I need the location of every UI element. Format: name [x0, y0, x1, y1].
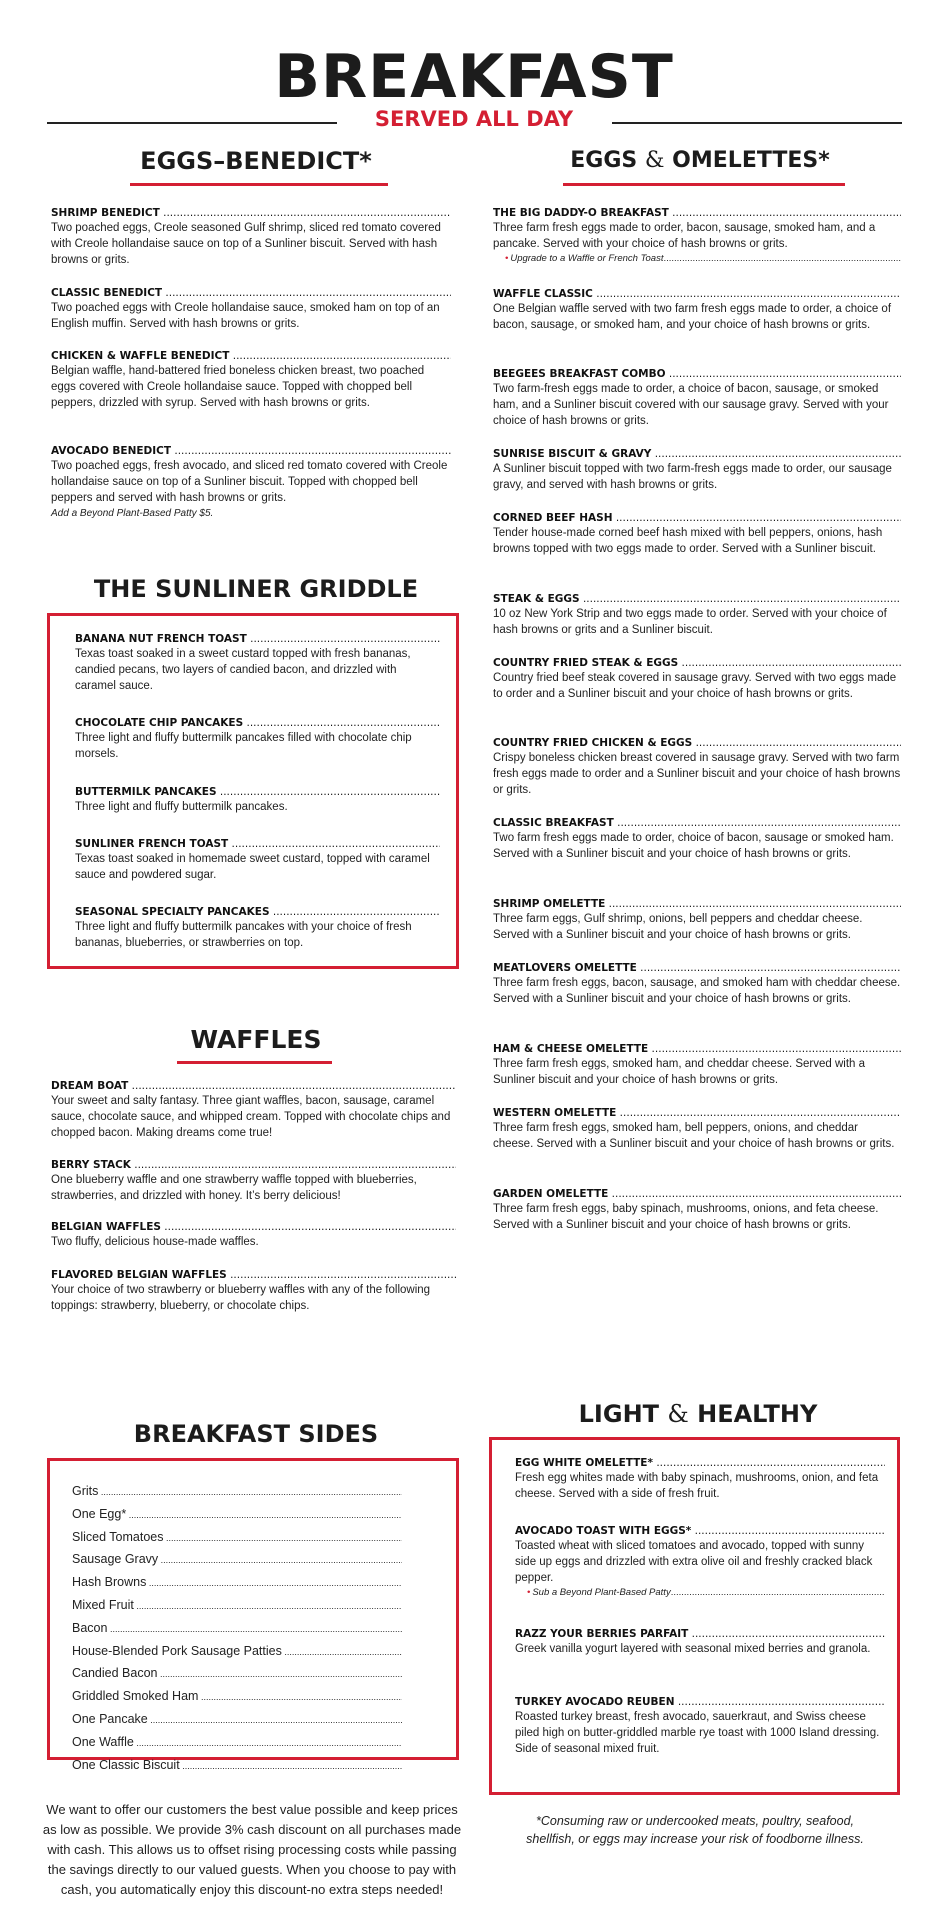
side-item: One Waffle ..... [72, 1731, 402, 1754]
item-description: Greek vanilla yogurt layered with seasonal mixed berries and granola. [515, 1643, 871, 1655]
menu-item-buttermilk-pancakes [75, 785, 440, 815]
item-description: Two poached eggs, Creole seasoned Gulf shrimp, sliced red tomato covered with Creole hollandaise sauce on top of a Sunliner biscuit. Served with hash browns or grits. [51, 222, 441, 266]
item-name: CLASSIC BREAKFAST ..... [493, 816, 901, 830]
side-item: One Egg* ..... [72, 1503, 402, 1526]
menu-item-dream-boat [51, 1079, 456, 1141]
omelettes-title-amp: & [644, 148, 665, 173]
item-description: 10 oz New York Strip and two eggs made to order. Served with your choice of hash browns or grits and a Sunliner biscuit. [493, 608, 887, 636]
item-name: SUNRISE BISCUIT & GRAVY ..... [493, 447, 901, 461]
item-description: Texas toast soaked in a sweet custard topped with fresh bananas, candied pecans, two layers of candied bacon, and drizzled with caramel sauce. [75, 648, 411, 692]
item-name: FLAVORED BELGIAN WAFFLES ..... [51, 1268, 456, 1282]
menu-item-big-daddy-o-breakfast [493, 206, 901, 266]
menu-title: BREAKFAST [274, 42, 674, 112]
menu-item-chicken-waffle-benedict [51, 349, 451, 411]
waffles-title: WAFFLES [190, 1025, 322, 1054]
item-description: Three farm fresh eggs, baby spinach, mushrooms, onions, and feta cheese. Served with a Sunliner biscuit and your choice of hash browns or grits. [493, 1203, 879, 1231]
food-safety-disclaimer: *Consuming raw or undercooked meats, poultry, seafood, shellfish, or eggs may increase your risk of foodborne illness. [526, 1814, 864, 1846]
menu-item-egg-white-omelette [515, 1456, 885, 1502]
item-description: Three farm fresh eggs, smoked ham, bell peppers, onions, and cheddar cheese. Served with a Sunliner biscuit and your choice of hash browns or grits. [493, 1122, 895, 1150]
item-name: CHOCOLATE CHIP PANCAKES ..... [75, 716, 440, 730]
item-description: Three farm eggs, Gulf shrimp, onions, bell peppers and cheddar cheese. Served with a Sunliner biscuit and your choice of hash browns or grits. [493, 913, 863, 941]
item-description: Roasted turkey breast, fresh avocado, sauerkraut, and Swiss cheese piled high on butter-griddled marble rye toast with 1000 Island dressing. Side of seasonal mixed fruit. [515, 1711, 880, 1755]
menu-item-beegees-breakfast-combo [493, 367, 901, 429]
side-item: Hash Browns ..... [72, 1571, 402, 1594]
item-name: SHRIMP OMELETTE ..... [493, 897, 901, 911]
item-name: AVOCADO BENEDICT ..... [51, 444, 451, 458]
item-name: HAM & CHEESE OMELETTE ..... [493, 1042, 901, 1056]
item-description: Three light and fluffy buttermilk pancakes with your choice of fresh bananas, blueberries, or strawberries on top. [75, 921, 412, 949]
griddle-title: THE SUNLINER GRIDDLE [93, 575, 419, 603]
item-description: Toasted wheat with sliced tomatoes and avocado, topped with sunny side up eggs and drizzled with extra olive oil and freshly cracked black pepper. [515, 1540, 873, 1584]
item-description: Fresh egg whites made with baby spinach, mushrooms, onion, and feta cheese. Served with a side of fresh fruit. [515, 1472, 879, 1500]
item-name: GARDEN OMELETTE ..... [493, 1187, 901, 1201]
menu-item-waffle-classic [493, 287, 901, 333]
item-description: Two farm-fresh eggs made to order, a choice of bacon, sausage, or smoked ham, and a Sunliner biscuit covered with our sausage gravy. Served with your choice of hash browns or grits. [493, 383, 889, 427]
item-description: Three light and fluffy buttermilk pancakes filled with chocolate chip morsels. [75, 732, 412, 760]
light-healthy-title-left: LIGHT [578, 1400, 660, 1428]
light-healthy-title-right: HEALTHY [697, 1400, 818, 1428]
menu-item-berry-stack [51, 1158, 456, 1204]
menu-item-belgian-waffles [51, 1220, 456, 1250]
menu-item-shrimp-omelette [493, 897, 901, 943]
item-name: BEEGEES BREAKFAST COMBO ..... [493, 367, 901, 381]
cash-discount-note: We want to offer our customers the best value possible and keep prices as low as possible. We provide 3% cash discount on all purchases made with cash. This allows us to offset rising processing costs while passing the savings directly to our valued guests. When you choose to pay with cash, you automatically enjoy this discount-no extra steps needed! [42, 1802, 462, 1897]
menu-item-flavored-belgian-waffles [51, 1268, 456, 1314]
item-name: DREAM BOAT ..... [51, 1079, 456, 1093]
menu-item-turkey-avocado-reuben [515, 1695, 885, 1757]
item-description: A Sunliner biscuit topped with two farm-fresh eggs made to order, our sausage gravy, and served with hash browns or grits. [493, 463, 892, 491]
side-item: Candied Bacon ..... [72, 1662, 402, 1685]
menu-item-sunrise-biscuit-gravy [493, 447, 901, 493]
menu-item-sunliner-french-toast [75, 837, 440, 883]
side-item: One Classic Biscuit ..... [72, 1754, 402, 1777]
menu-item-avocado-toast-with-eggs [515, 1524, 885, 1600]
side-item: Mixed Fruit ..... [72, 1594, 402, 1617]
item-name: COUNTRY FRIED CHICKEN & EGGS ..... [493, 736, 901, 750]
item-upgrade-note: • Upgrade to a Waffle or French Toast ..... [493, 252, 901, 266]
item-sub-note: • Sub a Beyond Plant-Based Patty ..... [515, 1586, 885, 1600]
item-name: AVOCADO TOAST WITH EGGS* ..... [515, 1524, 885, 1538]
item-name: SHRIMP BENEDICT ..... [51, 206, 451, 220]
item-name: BANANA NUT FRENCH TOAST ..... [75, 632, 440, 646]
item-name: WESTERN OMELETTE ..... [493, 1106, 901, 1120]
menu-item-ham-cheese-omelette [493, 1042, 901, 1088]
item-name: SUNLINER FRENCH TOAST ..... [75, 837, 440, 851]
menu-item-steak-eggs [493, 592, 901, 638]
item-description: Your choice of two strawberry or blueberry waffles with any of the following toppings: strawberry, blueberry, or chocolate chips. [51, 1284, 431, 1312]
side-item: Bacon ..... [72, 1617, 402, 1640]
item-description: Two poached eggs, fresh avocado, and sliced red tomato covered with Creole hollandaise sauce on top of a Sunliner biscuit. Topped with chopped bell peppers and served with hash browns or grits. [51, 460, 448, 504]
eggs-benedict-title: EGGS–BENEDICT* [140, 147, 372, 175]
menu-subtitle: SERVED ALL DAY [374, 107, 574, 131]
sides-title: BREAKFAST SIDES [133, 1420, 379, 1448]
item-description: Three farm fresh eggs, smoked ham, and cheddar cheese. Served with a Sunliner biscuit and your choice of hash browns or grits. [493, 1058, 866, 1086]
item-description: Three farm fresh eggs, bacon, sausage, and smoked ham with cheddar cheese. Served with a Sunliner biscuit and your choice of hash browns or grits. [493, 977, 901, 1005]
item-description: Three farm fresh eggs made to order, bacon, sausage, smoked ham, and a pancake. Served with your choice of hash browns or grits. [493, 222, 876, 250]
item-name: THE BIG DADDY-O BREAKFAST ..... [493, 206, 901, 220]
item-name: EGG WHITE OMELETTE* ..... [515, 1456, 885, 1470]
omelettes-title-left: EGGS [570, 148, 638, 173]
menu-item-garden-omelette [493, 1187, 901, 1233]
item-description: Texas toast soaked in homemade sweet custard, topped with caramel sauce and powdered sugar. [75, 853, 430, 881]
side-item: Sliced Tomatoes ..... [72, 1526, 402, 1549]
item-name: STEAK & EGGS ..... [493, 592, 901, 606]
item-name: BUTTERMILK PANCAKES ..... [75, 785, 440, 799]
menu-item-razz-your-berries-parfait [515, 1627, 885, 1657]
menu-item-banana-nut-french-toast [75, 632, 440, 694]
item-name: CORNED BEEF HASH ..... [493, 511, 901, 525]
light-healthy-title-amp: & [667, 1400, 689, 1428]
waffles-underline [177, 1061, 332, 1064]
menu-item-seasonal-specialty-pancakes [75, 905, 440, 951]
side-item: Sausage Gravy ..... [72, 1548, 402, 1571]
item-name: BERRY STACK ..... [51, 1158, 456, 1172]
light-healthy-title [488, 1398, 908, 1430]
item-name: WAFFLE CLASSIC ..... [493, 287, 901, 301]
side-item: House-Blended Pork Sausage Patties ..... [72, 1640, 402, 1663]
menu-item-avocado-benedict [51, 444, 451, 521]
menu-item-western-omelette [493, 1106, 901, 1152]
item-name: BELGIAN WAFFLES ..... [51, 1220, 456, 1234]
menu-item-meatlovers-omelette [493, 961, 901, 1007]
item-description: Crispy boneless chicken breast covered in sausage gravy. Served with two farm fresh eggs made to order and a Sunliner biscuit and your choice of hash browns or grits. [493, 752, 901, 796]
item-description: Belgian waffle, hand-battered fried boneless chicken breast, two poached eggs covered with Creole hollandaise sauce. Topped with chopped bell peppers, drizzled with syrup. Served with hash browns or grits. [51, 365, 425, 409]
item-description: Three light and fluffy buttermilk pancakes. [75, 801, 288, 813]
item-name: TURKEY AVOCADO REUBEN ..... [515, 1695, 885, 1709]
menu-item-classic-breakfast [493, 816, 901, 862]
item-description: Two poached eggs with Creole hollandaise sauce, smoked ham on top of an English muffin. Served with hash browns or grits. [51, 302, 440, 330]
menu-item-corned-beef-hash [493, 511, 901, 557]
item-description: Two fluffy, delicious house-made waffles. [51, 1236, 259, 1248]
omelettes-title-right: OMELETTES* [672, 148, 830, 173]
eggs-benedict-underline [130, 183, 388, 186]
menu-item-shrimp-benedict [51, 206, 451, 268]
item-name: CLASSIC BENEDICT ..... [51, 286, 451, 300]
item-description: One blueberry waffle and one strawberry waffle topped with blueberries, strawberries, and drizzled with honey. It’s berry delicious! [51, 1174, 417, 1202]
menu-item-chocolate-chip-pancakes [75, 716, 440, 762]
item-description: Country fried beef steak covered in sausage gravy. Served with two eggs made to order and a Sunliner biscuit and your choice of hash browns or grits. [493, 672, 897, 700]
item-name: COUNTRY FRIED STEAK & EGGS ..... [493, 656, 901, 670]
omelettes-title [490, 146, 910, 176]
item-name: SEASONAL SPECIALTY PANCAKES ..... [75, 905, 440, 919]
item-description: Two farm fresh eggs made to order, choice of bacon, sausage or smoked ham. Served with a Sunliner biscuit and your choice of hash browns or grits. [493, 832, 894, 860]
item-name: MEATLOVERS OMELETTE ..... [493, 961, 901, 975]
side-item: One Pancake ..... [72, 1708, 402, 1731]
item-description: Your sweet and salty fantasy. Three giant waffles, bacon, sausage, caramel sauce, chocolate sauce, and whipped cream. Topped with chocolate chips and chopped bacon. Making dreams come true! [51, 1095, 451, 1139]
side-item: Griddled Smoked Ham ..... [72, 1685, 402, 1708]
side-item: Grits ..... [72, 1480, 402, 1503]
menu-item-classic-benedict [51, 286, 451, 332]
item-description: One Belgian waffle served with two farm fresh eggs made to order, a choice of bacon, sausage, or smoked ham, and your choice of hash browns or grits. [493, 303, 892, 331]
item-description: Tender house-made corned beef hash mixed with bell peppers, onions, hash browns topped with two eggs made to order. Served with a Sunliner biscuit. [493, 527, 883, 555]
sides-list [72, 1480, 402, 1776]
item-name: RAZZ YOUR BERRIES PARFAIT ..... [515, 1627, 885, 1641]
item-name: CHICKEN & WAFFLE BENEDICT ..... [51, 349, 451, 363]
menu-item-country-fried-chicken-eggs [493, 736, 901, 798]
menu-item-country-fried-steak-eggs [493, 656, 901, 702]
item-note: Add a Beyond Plant-Based Patty $5. [51, 508, 214, 519]
omelettes-underline [563, 183, 845, 186]
